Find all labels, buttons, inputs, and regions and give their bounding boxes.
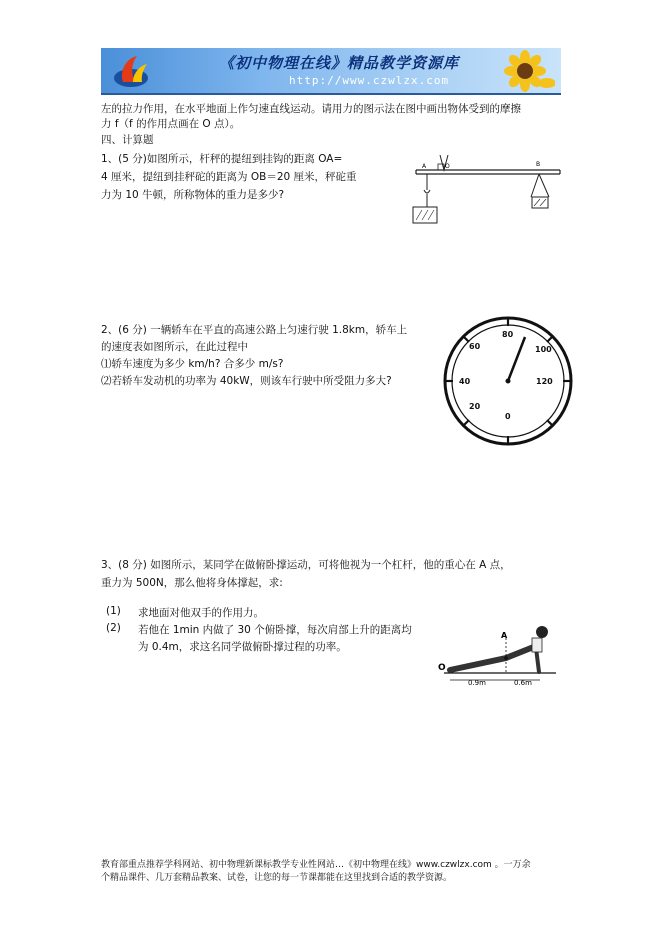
gauge-tick-60: 60 — [469, 342, 481, 351]
q3-line-2: 重力为 500N，那么他将身体撑起，求: — [101, 577, 283, 589]
intro-line-1: 左的拉力作用，在水平地面上作匀速直线运动。请用力的图示法在图中画出物体受到的摩擦 — [101, 103, 521, 115]
q2-line-3: ⑴轿车速度为多少 km/h? 合多少 m/s? — [101, 358, 284, 370]
q1-line-3: 力为 10 牛顿，所称物体的重力是多少? — [101, 189, 285, 201]
gauge-tick-0: 0 — [505, 412, 511, 421]
gauge-tick-100: 100 — [535, 345, 552, 354]
intro-line-2: 力 f（f 的作用点画在 O 点）。 — [101, 118, 241, 130]
q3-dim-1: 0.9m — [468, 679, 486, 687]
q3-label-o: O — [438, 663, 446, 673]
footer-line-2: 个精品课件、几万套精品教案、试卷，让您的每一节课都能在这里找到合适的教学资源。 — [101, 873, 453, 883]
site-title: 《初中物理在线》精品教学资源库 — [219, 54, 460, 72]
q3-item1-num: (1) — [106, 605, 121, 617]
header-banner — [101, 48, 561, 95]
steelyard-figure — [400, 150, 565, 235]
gauge-tick-80: 80 — [502, 330, 514, 339]
section-title: 四、计算题 — [101, 134, 154, 146]
gauge-tick-40: 40 — [459, 377, 471, 386]
site-logo-icon — [111, 52, 151, 90]
q3-dim-2: 0.6m — [514, 679, 532, 687]
q3-item2-text-2: 为 0.4m，求这名同学做俯卧撑过程的功率。 — [138, 641, 347, 653]
q1-line-1: 1、(5 分)如图所示，杆秤的提纽到挂钩的距离 OA= — [101, 153, 343, 165]
sunflower-icon — [495, 50, 555, 92]
gauge-tick-120: 120 — [536, 377, 553, 386]
gauge-tick-20: 20 — [469, 402, 481, 411]
footer-line-1: 教育部重点推荐学科网站、初中物理新课标教学专业性网站…《初中物理在线》www.czwlzx.com 。一万余 — [101, 860, 531, 870]
q3-item1-text: 求地面对他双手的作用力。 — [138, 607, 264, 619]
pushup-figure — [436, 618, 561, 688]
q3-item2-num: (2) — [106, 622, 121, 634]
q2-line-1: 2、(6 分) 一辆轿车在平直的高速公路上匀速行驶 1.8km，轿车上 — [101, 324, 408, 336]
q2-line-4: ⑵若轿车发动机的功率为 40kW，则该车行驶中所受阻力多大? — [101, 375, 392, 387]
q3-item2-text-1: 若他在 1min 内做了 30 个俯卧撑，每次肩部上升的距离均 — [138, 624, 412, 636]
site-url[interactable]: http://www.czwlzx.com — [289, 74, 450, 87]
q1-label-a: A — [422, 163, 427, 170]
speedometer-figure — [441, 315, 575, 449]
q1-line-2: 4 厘米，提纽到挂秤砣的距离为 OB＝20 厘米，秤砣重 — [101, 171, 357, 183]
q2-line-2: 的速度表如图所示，在此过程中 — [101, 341, 248, 353]
q3-label-a: A — [501, 631, 508, 640]
q1-label-b: B — [536, 161, 541, 168]
q3-line-1: 3、(8 分) 如图所示，某同学在做俯卧撑运动，可将他视为一个杠杆，他的重心在 A 点， — [101, 559, 511, 571]
q1-label-o: O — [445, 163, 450, 170]
